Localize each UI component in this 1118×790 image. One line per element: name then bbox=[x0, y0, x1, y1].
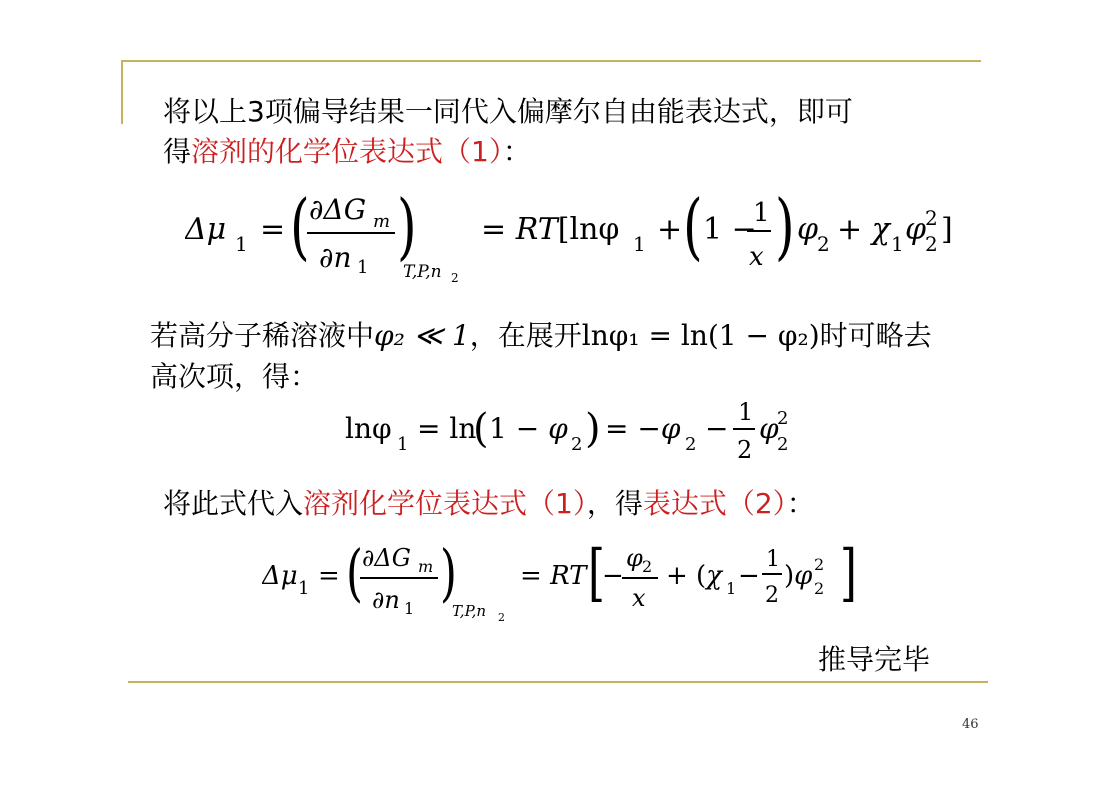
svg-text:∂n: ∂n bbox=[319, 241, 352, 274]
svg-text:+ χ: + χ bbox=[837, 212, 890, 247]
svg-text:∂ΔG: ∂ΔG bbox=[362, 544, 411, 572]
top-rule bbox=[121, 60, 981, 62]
svg-text:m: m bbox=[373, 211, 391, 232]
highlight-expression-1: 溶剂的化学位表达式（1） bbox=[191, 135, 503, 168]
intro-line-1: 将以上3项偏导结果一同代入偏摩尔自由能表达式，即可 bbox=[163, 95, 853, 128]
svg-text:): ) bbox=[585, 406, 601, 452]
svg-text:∂ΔG: ∂ΔG bbox=[309, 193, 367, 226]
equation-3 bbox=[262, 536, 882, 628]
svg-text:2: 2 bbox=[451, 271, 459, 285]
svg-text:Δμ: Δμ bbox=[185, 212, 227, 247]
highlight-expression-1-ref: 溶剂化学位表达式（1） bbox=[303, 487, 587, 520]
highlight-expression-2: 表达式（2） bbox=[642, 487, 787, 520]
svg-text:= RT[lnφ: = RT[lnφ bbox=[481, 212, 620, 247]
svg-text:= ln: = ln bbox=[417, 412, 477, 445]
svg-text:x: x bbox=[749, 242, 764, 272]
svg-text:2: 2 bbox=[642, 557, 653, 576]
svg-text:(: ( bbox=[473, 406, 489, 452]
derivation-complete-label: 推导完毕 bbox=[818, 643, 931, 676]
svg-text:1: 1 bbox=[397, 434, 409, 455]
svg-text:(: ( bbox=[683, 185, 703, 269]
svg-text:−: − bbox=[738, 561, 760, 591]
condition-line-1: 若高分子稀溶液中φ₂ ≪ 1，在展开lnφ₁ = ln(1 − φ₂)时可略去 bbox=[150, 319, 932, 352]
svg-text:2: 2 bbox=[814, 555, 825, 574]
svg-text:2: 2 bbox=[777, 434, 789, 455]
svg-text:2: 2 bbox=[925, 206, 938, 230]
svg-text:φ: φ bbox=[759, 412, 779, 445]
svg-text:2: 2 bbox=[777, 408, 789, 429]
svg-text:]: ] bbox=[840, 536, 857, 610]
svg-text:): ) bbox=[397, 185, 417, 269]
svg-text:Δμ: Δμ bbox=[262, 561, 298, 591]
svg-text:(: ( bbox=[346, 536, 363, 610]
svg-text:1: 1 bbox=[766, 547, 780, 572]
svg-text:1 −: 1 − bbox=[703, 212, 757, 247]
equation-1 bbox=[185, 185, 975, 285]
svg-text:1 − φ: 1 − φ bbox=[489, 412, 568, 445]
svg-text:+: + bbox=[657, 212, 683, 247]
equation-2 bbox=[345, 392, 805, 472]
svg-text:1: 1 bbox=[753, 198, 770, 228]
svg-text:2: 2 bbox=[737, 436, 753, 464]
condition-line-2: 高次项，得： bbox=[150, 360, 319, 393]
svg-text:2: 2 bbox=[498, 611, 505, 624]
svg-text:): ) bbox=[440, 536, 457, 610]
svg-text:∂n: ∂n bbox=[372, 586, 400, 614]
svg-text:φ: φ bbox=[797, 212, 819, 247]
svg-text:1: 1 bbox=[891, 232, 904, 256]
substitution-line: 将此式代入溶剂化学位表达式（1），得表达式（2）： bbox=[163, 487, 815, 520]
svg-text:1: 1 bbox=[298, 578, 310, 599]
svg-text:2: 2 bbox=[817, 232, 830, 256]
svg-text:= RT: = RT bbox=[520, 561, 587, 591]
intro-line-2: 得溶剂的化学位表达式（1）： bbox=[163, 135, 531, 168]
svg-text:= −φ: = −φ bbox=[605, 412, 681, 445]
svg-text:lnφ: lnφ bbox=[345, 412, 392, 445]
svg-text:2: 2 bbox=[685, 434, 697, 455]
svg-text:m: m bbox=[418, 557, 434, 576]
svg-text:2: 2 bbox=[925, 232, 938, 256]
svg-text:1: 1 bbox=[404, 599, 415, 618]
svg-text:1: 1 bbox=[726, 579, 737, 598]
bottom-rule bbox=[128, 681, 988, 683]
svg-text:]: ] bbox=[941, 212, 953, 247]
svg-text:)φ: )φ bbox=[784, 561, 813, 591]
svg-text:1: 1 bbox=[357, 257, 369, 278]
svg-text:T,P,n: T,P,n bbox=[403, 262, 442, 282]
svg-text:φ: φ bbox=[626, 544, 643, 572]
svg-text:−: − bbox=[705, 412, 729, 445]
svg-text:+ (χ: + (χ bbox=[666, 561, 722, 591]
svg-text:): ) bbox=[775, 185, 795, 269]
page-number: 46 bbox=[962, 717, 979, 732]
svg-text:2: 2 bbox=[814, 579, 825, 598]
svg-text:T,P,n: T,P,n bbox=[452, 602, 487, 620]
svg-text:x: x bbox=[632, 584, 646, 612]
svg-text:1: 1 bbox=[235, 232, 248, 256]
svg-text:−: − bbox=[602, 561, 624, 591]
svg-text:[: [ bbox=[588, 536, 605, 610]
left-rule bbox=[121, 60, 123, 124]
svg-text:=: = bbox=[318, 561, 340, 591]
svg-text:2: 2 bbox=[765, 583, 779, 608]
svg-text:(: ( bbox=[290, 185, 310, 269]
svg-text:2: 2 bbox=[571, 434, 583, 455]
svg-text:=: = bbox=[260, 212, 286, 247]
svg-text:1: 1 bbox=[633, 232, 646, 256]
svg-text:φ: φ bbox=[905, 212, 927, 247]
svg-text:1: 1 bbox=[738, 398, 754, 426]
